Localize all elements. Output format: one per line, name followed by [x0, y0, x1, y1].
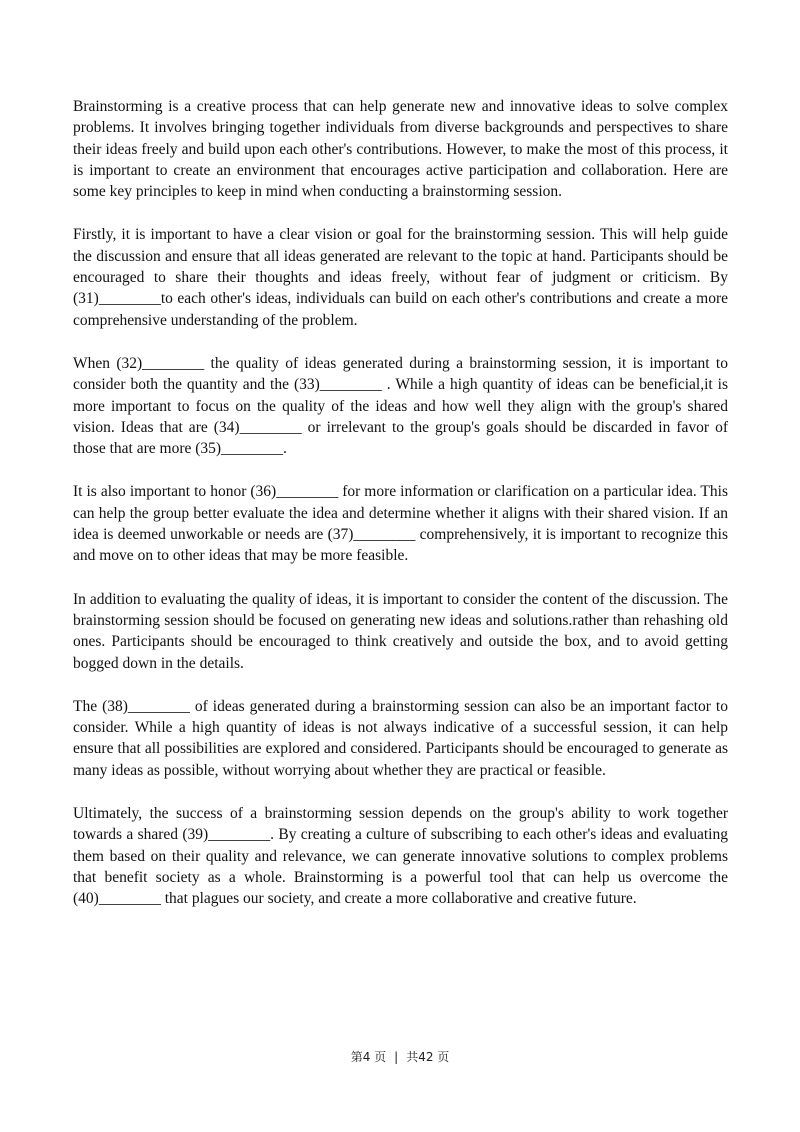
footer-separator: | — [394, 1050, 399, 1064]
document-body — [73, 96, 728, 932]
paragraph-quantity-of-ideas: The (38)________ of ideas generated during a brainstorming session can also be an important factor to consider. While a high quantity of ideas is not always indicative of a successful session, it can help ensure that all possibilities are explored and considered. Participants should be encouraged to generate as many ideas as possible, without worrying about whether they are practical or feasible. — [73, 697, 728, 779]
paragraph-conclusion: Ultimately, the success of a brainstorming session depends on the group's ability to work together towards a shared (39)________. By creating a culture of subscribing to each other's ideas and evaluating them based on their quality and relevance, we can generate innovative solutions to complex problems that benefit society as a whole. Brainstorming is a powerful tool that can help us overcome the (40)________ that plagues our society, and create a more collaborative and creative future. — [73, 805, 728, 908]
total-pages: 共42 页 — [406, 1050, 450, 1064]
page-footer — [0, 1048, 800, 1065]
paragraph-intro: Brainstorming is a creative process that can help generate new and innovative ideas to solve complex problems. It involves bringing together individuals from diverse backgrounds and perspectives to share their ideas freely and build upon each other's contributions. However, to make the most of this process, it is important to create an environment that encourages active participation and collaboration. Here are some key principles to keep in mind when conducting a brainstorming session. — [73, 98, 728, 201]
paragraph-discussion-content: In addition to evaluating the quality of ideas, it is important to consider the content of the discussion. The brainstorming session should be focused on generating new ideas and solutions.rather than rehashing old ones. Participants should be encouraged to think creatively and outside the box, and to avoid getting bogged down in the details. — [73, 590, 728, 672]
paragraph-clear-vision: Firstly, it is important to have a clear vision or goal for the brainstorming session. This will help guide the discussion and ensure that all ideas generated are relevant to the topic at hand. Participants should be encouraged to share their thoughts and ideas freely, without fear of judgment or criticism. By (31)________to each other's ideas, individuals can build on each other's contributions and create a more comprehensive understanding of the problem. — [73, 226, 728, 329]
paragraph-evaluating-quality: When (32)________ the quality of ideas generated during a brainstorming session, it is important to consider both the quantity and the (33)________ . While a high quantity of ideas can be beneficial,it is more important to focus on the quality of the ideas and how well they align with the group's shared vision. Ideas that are (34)________ or irrelevant to the group's goals should be discarded in favor of those that are more (35)________. — [73, 354, 728, 458]
page-number: 第4 页 — [350, 1050, 387, 1064]
paragraph-honor-requests: It is also important to honor (36)________ for more information or clarification on a particular idea. This can help the group better evaluate the idea and determine whether it aligns with their shared vision. If an idea is deemed unworkable or needs are (37)________ comprehensively, it is important to recognize this and move on to other ideas that may be more feasible. — [73, 483, 728, 565]
